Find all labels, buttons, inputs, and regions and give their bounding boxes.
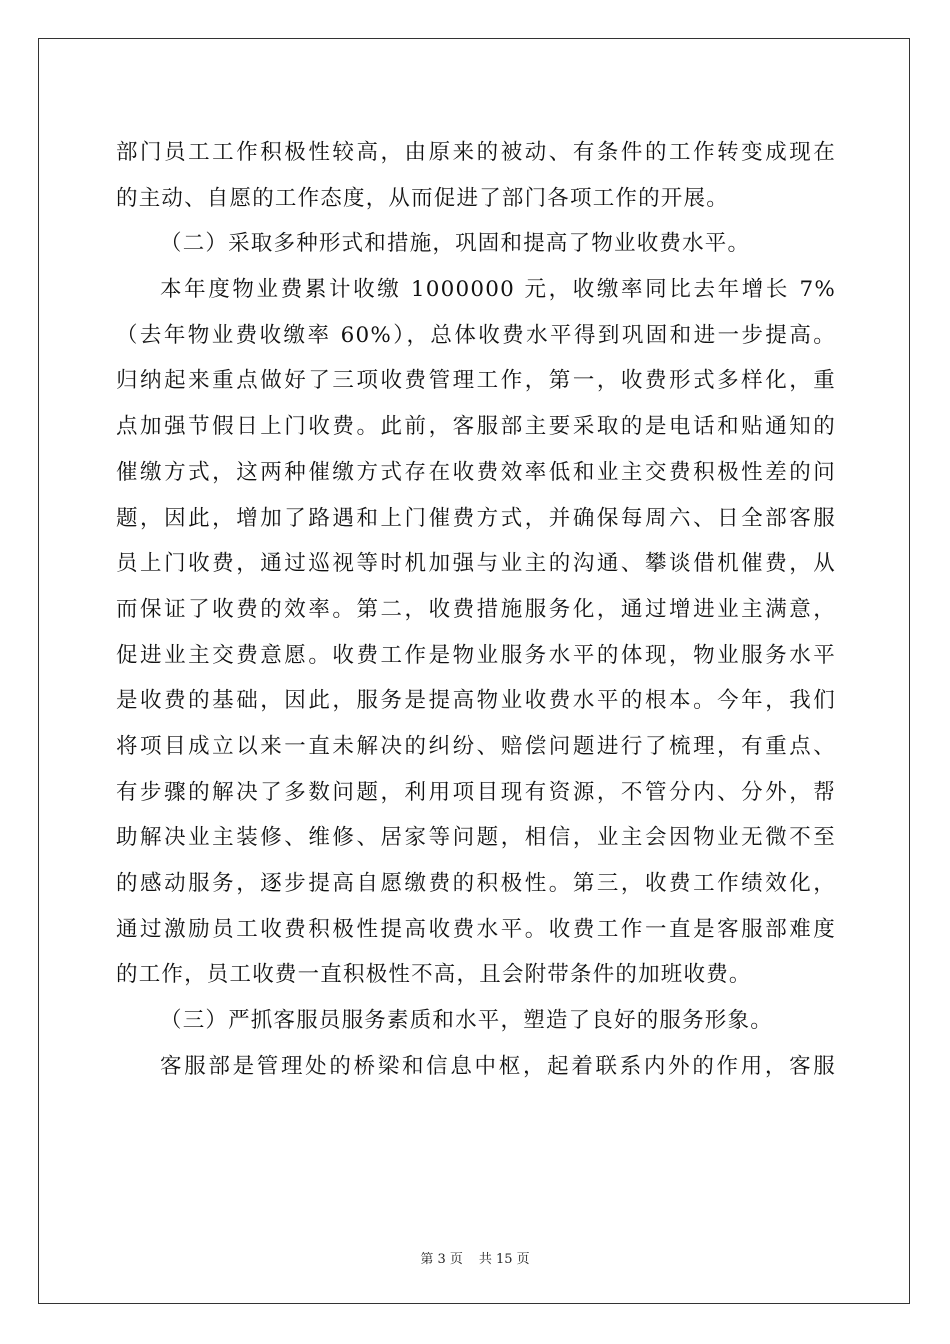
text-line: （去年物业费收缴率 60%），总体收费水平得到巩固和进一步提高。 (116, 322, 836, 348)
text-line: 题，因此，增加了路遇和上门催费方式，并确保每周六、日全部客服 (116, 505, 836, 531)
text-line: 通过激励员工收费积极性提高收费水平。收费工作一直是客服部难度 (116, 916, 836, 942)
body-text (116, 130, 836, 1089)
text-line: 有步骤的解决了多数问题，利用项目现有资源，不管分内、分外，帮 (116, 779, 836, 805)
page-total: 共 15 页 (478, 1252, 530, 1267)
text-line: 催缴方式，这两种催缴方式存在收费效率低和业主交费积极性差的问 (116, 459, 836, 485)
text-line: 部门员工工作积极性较高，由原来的被动、有条件的工作转变成现在 (116, 140, 836, 165)
text-line: 本年度物业费累计收缴 1000000 元，收缴率同比去年增长 7% (160, 277, 836, 303)
text-line: 客服部是管理处的桥梁和信息中枢，起着联系内外的作用，客服 (160, 1053, 836, 1079)
text-line: 将项目成立以来一直未解决的纠纷、赔偿问题进行了梳理，有重点、 (116, 733, 836, 759)
text-line: 归纳起来重点做好了三项收费管理工作，第一，收费形式多样化，重 (116, 368, 836, 394)
text-line: 点加强节假日上门收费。此前，客服部主要采取的是电话和贴通知的 (116, 414, 836, 440)
text-line: 促进业主交费意愿。收费工作是物业服务水平的体现，物业服务水平 (116, 642, 836, 668)
text-line: （二）采取多种形式和措施，巩固和提高了物业收费水平。 (160, 231, 751, 257)
text-line: （三）严抓客服员服务素质和水平，塑造了良好的服务形象。 (160, 1008, 773, 1034)
text-line: 而保证了收费的效率。第二，收费措施服务化，通过增进业主满意， (116, 596, 836, 622)
text-line: 员上门收费，通过巡视等时机加强与业主的沟通、攀谈借机催费，从 (116, 551, 836, 577)
text-line: 的感动服务，逐步提高自愿缴费的积极性。第三，收费工作绩效化， (116, 871, 836, 896)
text-line: 助解决业主装修、维修、居家等问题，相信，业主会因物业无微不至 (116, 825, 836, 851)
text-line: 是收费的基础，因此，服务是提高物业收费水平的根本。今年，我们 (116, 688, 836, 714)
page-number: 第 3 页 (420, 1252, 463, 1267)
page-footer (0, 1248, 950, 1267)
text-line: 的主动、自愿的工作态度，从而促进了部门各项工作的开展。 (116, 185, 729, 211)
text-line: 的工作，员工收费一直积极性不高，且会附带条件的加班收费。 (116, 962, 752, 988)
